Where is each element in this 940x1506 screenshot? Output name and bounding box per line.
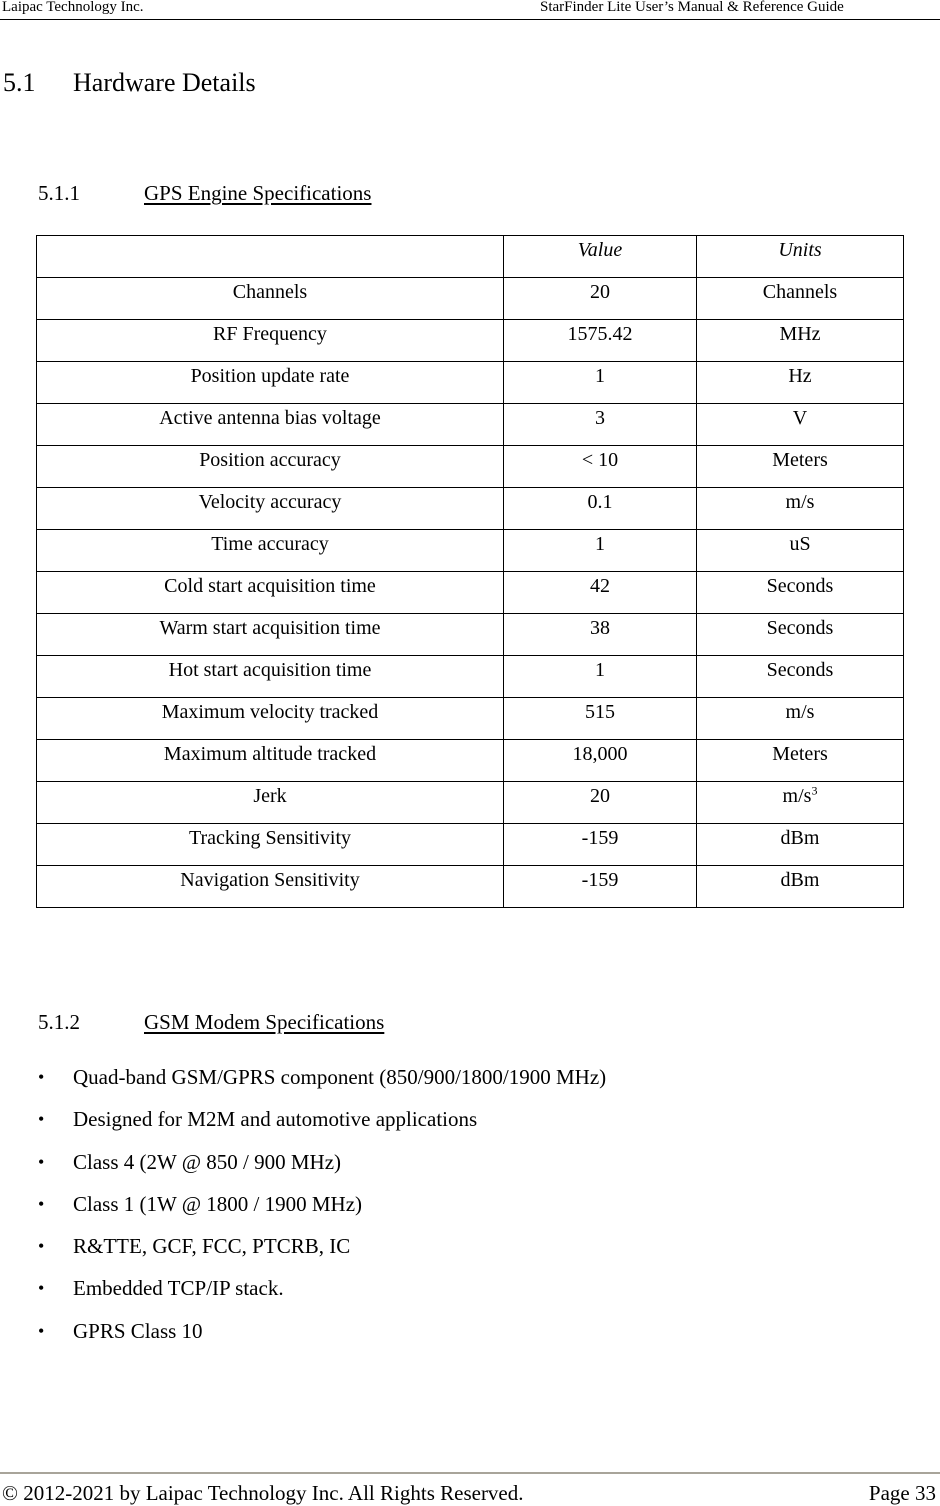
spec-value bbox=[504, 572, 697, 614]
table-row bbox=[37, 614, 904, 656]
spec-name-text: Tracking Sensitivity bbox=[188, 827, 352, 849]
spec-name bbox=[37, 488, 504, 530]
spec-name bbox=[37, 656, 504, 698]
bullet-icon: • bbox=[38, 1236, 45, 1257]
spec-value bbox=[504, 320, 697, 362]
spec-value-text: 1 bbox=[595, 659, 605, 681]
spec-name-text: Channels bbox=[232, 281, 308, 303]
gsm-title: GSM Modem Specifications bbox=[144, 1010, 385, 1034]
spec-unit bbox=[697, 530, 904, 572]
spec-value bbox=[504, 740, 697, 782]
spec-name-text: Maximum velocity tracked bbox=[161, 701, 379, 723]
spec-unit-text: V bbox=[792, 407, 808, 429]
spec-name bbox=[37, 572, 504, 614]
spec-value bbox=[504, 278, 697, 320]
table-row bbox=[37, 572, 904, 614]
spec-value bbox=[504, 698, 697, 740]
spec-value-text: 20 bbox=[590, 281, 610, 303]
spec-unit-text: uS bbox=[789, 533, 811, 555]
page-number: Page 33 bbox=[868, 1481, 936, 1505]
spec-value-text: 20 bbox=[590, 785, 610, 807]
spec-unit-text: Seconds bbox=[766, 659, 834, 681]
list-item bbox=[0, 1317, 606, 1359]
spec-unit bbox=[697, 614, 904, 656]
spec-unit-text: Seconds bbox=[766, 617, 834, 639]
spec-name bbox=[37, 782, 504, 824]
list-item bbox=[0, 1274, 606, 1316]
spec-value bbox=[504, 530, 697, 572]
page-footer bbox=[2, 1480, 936, 1506]
gsm-number: 5.1.2 bbox=[38, 1010, 80, 1034]
spec-unit bbox=[697, 740, 904, 782]
page-header bbox=[0, 0, 940, 20]
spec-name bbox=[37, 824, 504, 866]
spec-unit-text: Channels bbox=[762, 281, 838, 303]
spec-value-text: 3 bbox=[595, 407, 605, 429]
list-item bbox=[0, 1190, 606, 1232]
spec-unit bbox=[697, 404, 904, 446]
spec-value bbox=[504, 614, 697, 656]
spec-unit bbox=[697, 656, 904, 698]
spec-value bbox=[504, 446, 697, 488]
spec-value bbox=[504, 488, 697, 530]
spec-name bbox=[37, 740, 504, 782]
list-item-text: GPRS Class 10 bbox=[73, 1318, 203, 1343]
spec-name bbox=[37, 866, 504, 908]
spec-unit-text: Meters bbox=[772, 743, 828, 765]
spec-value bbox=[504, 824, 697, 866]
table-row bbox=[37, 530, 904, 572]
spec-unit-text: Meters bbox=[772, 449, 828, 471]
spec-value-text: < 10 bbox=[581, 449, 619, 471]
list-item-text: Embedded TCP/IP stack. bbox=[73, 1276, 284, 1301]
table-row bbox=[37, 782, 904, 824]
section-title: Hardware Details bbox=[73, 68, 256, 97]
spec-name-text: Velocity accuracy bbox=[198, 491, 342, 513]
spec-unit-text: m/s bbox=[785, 701, 815, 723]
section-number: 5.1 bbox=[3, 68, 36, 97]
table-row bbox=[37, 740, 904, 782]
gps-title: GPS Engine Specifications bbox=[144, 181, 372, 205]
spec-value bbox=[504, 656, 697, 698]
spec-name bbox=[37, 362, 504, 404]
bullet-icon: • bbox=[38, 1067, 45, 1087]
table-row bbox=[37, 698, 904, 740]
spec-name bbox=[37, 404, 504, 446]
spec-value-text: 1575.42 bbox=[567, 323, 633, 345]
spec-unit-text: Seconds bbox=[766, 575, 834, 597]
bullet-icon: • bbox=[38, 1109, 45, 1130]
spec-unit-text: Hz bbox=[788, 365, 812, 387]
list-item-text: Quad-band GSM/GPRS component (850/900/1800/1900 MHz) bbox=[73, 1065, 607, 1089]
gps-number: 5.1.1 bbox=[38, 181, 80, 205]
spec-value-text: 1 bbox=[595, 533, 605, 555]
list-item-text: Designed for M2M and automotive applications bbox=[73, 1107, 478, 1132]
footer-divider bbox=[0, 1472, 940, 1474]
spec-unit bbox=[697, 362, 904, 404]
spec-value-text: -159 bbox=[581, 827, 619, 849]
spec-name-text: RF Frequency bbox=[213, 323, 327, 345]
spec-unit-text: m/s bbox=[785, 491, 815, 513]
list-item bbox=[0, 1148, 606, 1190]
spec-name bbox=[37, 614, 504, 656]
spec-value-text: 42 bbox=[590, 575, 610, 597]
column-header-name bbox=[37, 236, 504, 278]
spec-value bbox=[504, 866, 697, 908]
table-row bbox=[37, 404, 904, 446]
spec-name-text: Navigation Sensitivity bbox=[180, 869, 360, 891]
spec-name bbox=[37, 698, 504, 740]
list-item bbox=[0, 1105, 606, 1147]
table-row bbox=[37, 488, 904, 530]
spec-unit bbox=[697, 278, 904, 320]
spec-name bbox=[37, 530, 504, 572]
spec-unit-text: dBm bbox=[780, 869, 820, 891]
spec-name bbox=[37, 320, 504, 362]
header-doc-title: StarFinder Lite User’s Manual & Reference Guide bbox=[540, 0, 844, 15]
spec-unit bbox=[697, 698, 904, 740]
table-row bbox=[37, 824, 904, 866]
spec-name-text: Time accuracy bbox=[211, 533, 329, 555]
spec-unit bbox=[697, 824, 904, 866]
table-header-row bbox=[37, 236, 904, 278]
spec-value-text: -159 bbox=[581, 869, 619, 891]
spec-value-text: 18,000 bbox=[572, 743, 628, 765]
spec-name-text: Jerk bbox=[253, 785, 287, 807]
bullet-icon: • bbox=[38, 1193, 45, 1214]
spec-name-text: Active antenna bias voltage bbox=[159, 407, 381, 429]
spec-name-text: Warm start acquisition time bbox=[159, 617, 381, 639]
bullet-icon: • bbox=[38, 1151, 45, 1172]
spec-unit bbox=[697, 488, 904, 530]
spec-value-text: 1 bbox=[595, 365, 605, 387]
spec-name-text: Hot start acquisition time bbox=[168, 659, 372, 681]
list-item-text: Class 4 (2W @ 850 / 900 MHz) bbox=[73, 1149, 342, 1174]
gps-spec-table bbox=[36, 235, 904, 908]
spec-unit bbox=[697, 572, 904, 614]
table-row bbox=[37, 320, 904, 362]
spec-name-text: Position accuracy bbox=[199, 449, 341, 471]
spec-value-text: 0.1 bbox=[587, 491, 613, 513]
spec-value-text: 515 bbox=[585, 701, 615, 723]
header-company: Laipac Technology Inc. bbox=[2, 0, 144, 15]
list-item bbox=[0, 1232, 606, 1274]
section-heading bbox=[3, 68, 256, 98]
list-item-text: Class 1 (1W @ 1800 / 1900 MHz) bbox=[73, 1191, 363, 1216]
table-row bbox=[37, 362, 904, 404]
gsm-heading bbox=[38, 1010, 384, 1034]
gps-heading bbox=[38, 181, 371, 205]
list-item-text: R&TTE, GCF, FCC, PTCRB, IC bbox=[73, 1234, 351, 1259]
bullet-icon: • bbox=[38, 1278, 45, 1299]
spec-name-text: Cold start acquisition time bbox=[164, 575, 376, 597]
column-header-value: Value bbox=[504, 236, 697, 278]
spec-value-text: 38 bbox=[590, 617, 610, 639]
spec-value bbox=[504, 782, 697, 824]
spec-unit bbox=[697, 782, 904, 824]
spec-unit-text: MHz bbox=[779, 323, 821, 345]
spec-unit bbox=[697, 446, 904, 488]
spec-unit-text: dBm bbox=[780, 827, 820, 849]
spec-unit bbox=[697, 866, 904, 908]
spec-name-text: Position update rate bbox=[190, 365, 350, 387]
spec-value bbox=[504, 404, 697, 446]
list-item bbox=[0, 1063, 606, 1105]
table-row bbox=[37, 866, 904, 908]
spec-value bbox=[504, 362, 697, 404]
gsm-feature-list bbox=[0, 1063, 606, 1359]
table-row bbox=[37, 656, 904, 698]
spec-unit-text: m/s bbox=[782, 785, 812, 807]
column-header-units: Units bbox=[697, 236, 904, 278]
table-row bbox=[37, 278, 904, 320]
bullet-icon: • bbox=[38, 1320, 45, 1341]
spec-unit bbox=[697, 320, 904, 362]
spec-name bbox=[37, 446, 504, 488]
spec-name bbox=[37, 278, 504, 320]
unit-superscript: 3 bbox=[811, 783, 818, 798]
table-row bbox=[37, 446, 904, 488]
spec-name-text: Maximum altitude tracked bbox=[163, 743, 377, 765]
footer-copyright: © 2012-2021 by Laipac Technology Inc. All Rights Reserved. bbox=[2, 1481, 524, 1505]
